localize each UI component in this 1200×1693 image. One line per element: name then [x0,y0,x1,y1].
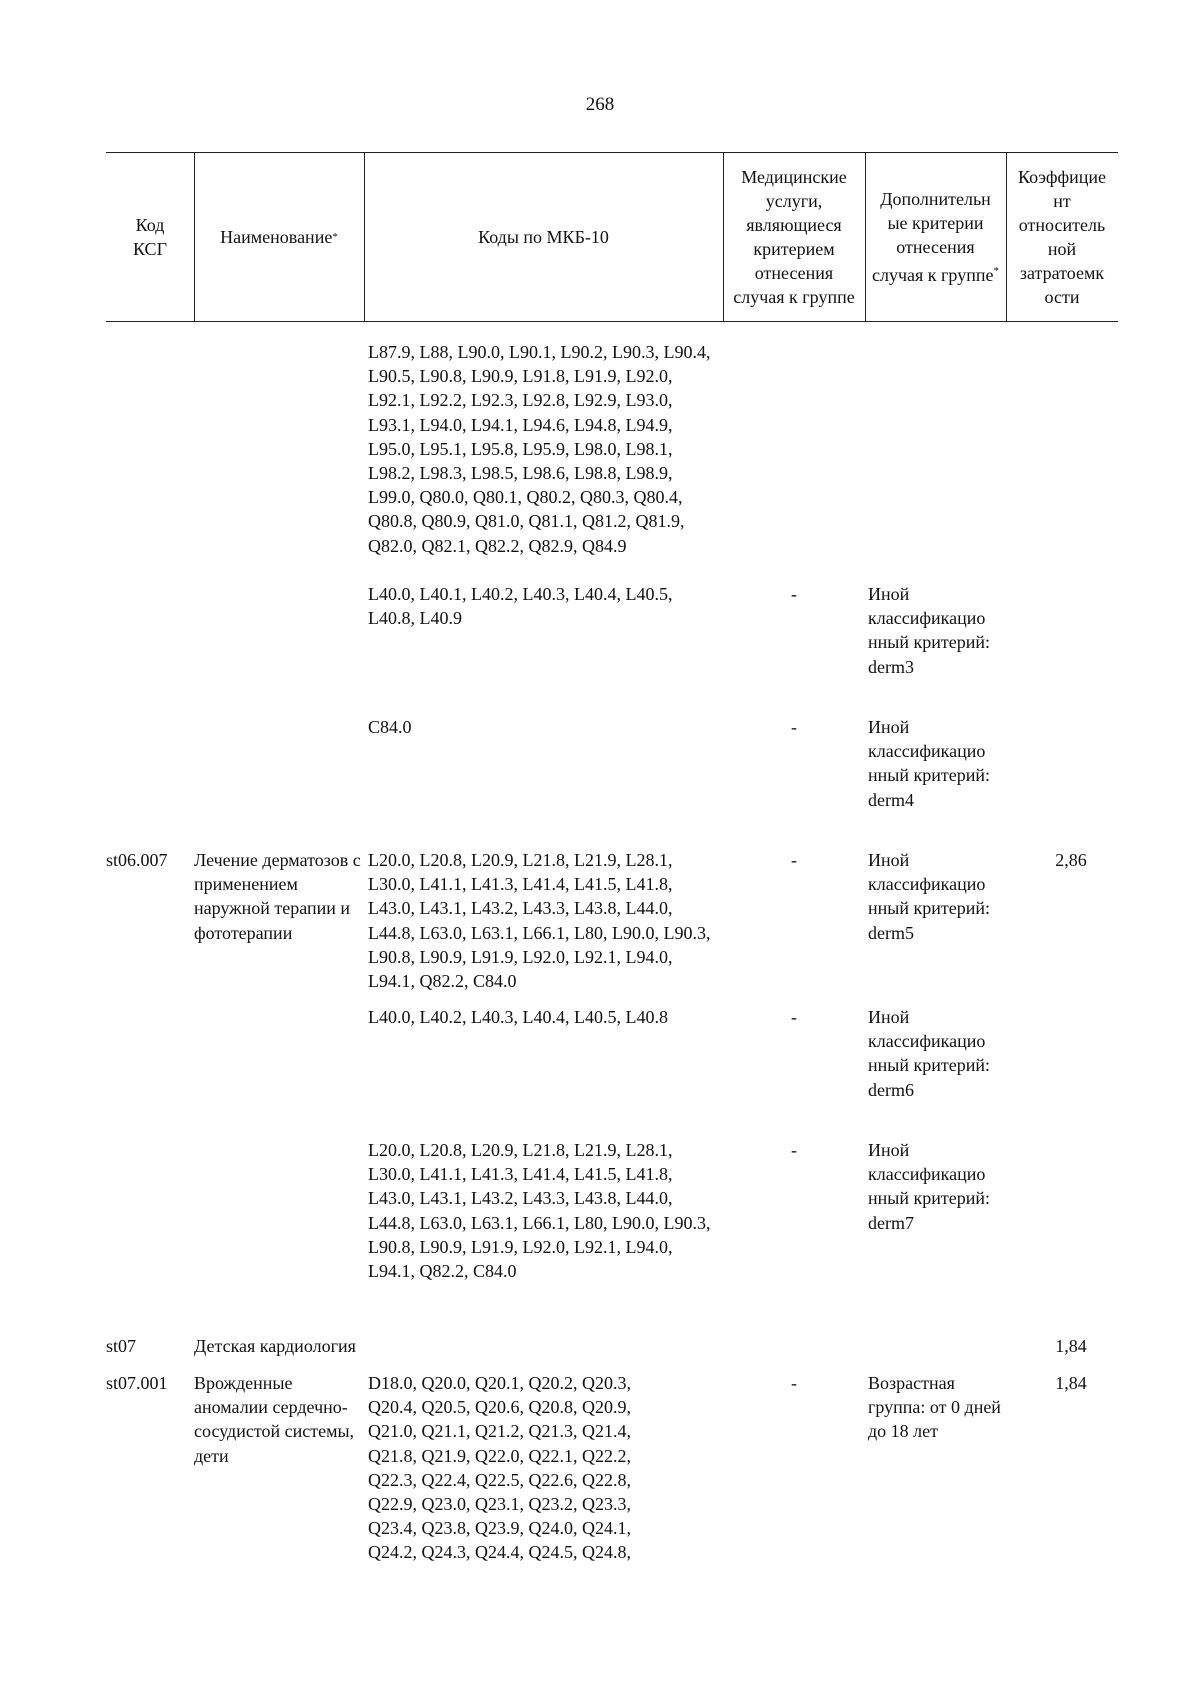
header-icd-text: Коды по МКБ-10 [478,226,609,247]
header-name-mark: * [332,230,338,243]
header-name-text: Наименование [220,226,333,247]
criteria-value: Иной классификацио нный критерий: derm3 [868,584,990,677]
header-coefficient-text: Коэффицие нт относитель ной затратоемк ости [1017,166,1107,307]
profile-name: Детская кардиология [194,1336,356,1356]
table-row [106,1005,1118,1138]
header-criteria-wrap [871,187,1000,287]
table-header-rule [106,321,1118,322]
icd-codes: C84.0 [368,717,412,737]
table-body [106,340,1118,1571]
criteria-value: Иной классификацио нный критерий: derm4 [868,717,990,810]
ksg-name: Врожденные аномалии сердечно-сосудистой системы, дети [194,1373,355,1466]
header-services [723,152,865,321]
coefficient-value: 2,86 [1055,850,1087,870]
icd-codes: D18.0, Q20.0, Q20.1, Q20.2, Q20.3, Q20.4, Q20.5, Q20.6, Q20.8, Q20.9, Q21.0, Q21.1, Q21.2, Q21.3, Q21.4, Q21.8, Q21.9, Q22.0, Q22.1, Q22.2, Q22.3, Q22.4, Q22.5, Q22.6, Q22.8, Q22.9, Q23.0, Q23.1, Q23.2, Q23.3, Q23.4, Q23.8, Q23.9, Q24.0, Q24.1, Q24.2, Q24.3, Q24.4, Q24.5, Q24.8, [368,1373,631,1563]
services-value: - [791,850,797,870]
header-criteria-text: Дополнительн ые критерии отнесения случая к группе [872,188,994,285]
table-row [106,340,1118,582]
table-row [106,848,1118,1005]
header-coefficient [1006,152,1118,321]
table-row [106,582,1118,715]
services-value: - [791,1140,797,1160]
table-row [106,715,1118,848]
services-value: - [791,717,797,737]
header-name [194,152,364,321]
icd-codes: L40.0, L40.2, L40.3, L40.4, L40.5, L40.8 [368,1007,668,1027]
coefficient-value: 1,84 [1055,1336,1087,1356]
ksg-code: st06.007 [106,850,168,870]
icd-codes: L20.0, L20.8, L20.9, L21.8, L21.9, L28.1, L30.0, L41.1, L41.3, L41.4, L41.5, L41.8, L43.0, L43.1, L43.2, L43.3, L43.8, L44.0, L44.8, L63.0, L63.1, L66.1, L80, L90.0, L90.3, L90.8, L90.9, L91.9, L92.0, L92.1, L94.0, L94.1, Q82.2, C84.0 [368,1140,711,1282]
header-code-text: Код КСГ [133,214,167,259]
table-header [106,152,1118,321]
criteria-value: Иной классификацио нный критерий: derm6 [868,1007,990,1100]
page-number: 268 [585,94,615,115]
criteria-value: Иной классификацио нный критерий: derm5 [868,850,990,943]
icd-codes: L87.9, L88, L90.0, L90.1, L90.2, L90.3, L90.4, L90.5, L90.8, L90.9, L91.8, L91.9, L92.0, L92.1, L92.2, L92.3, L92.8, L92.9, L93.0, L93.1, L94.0, L94.1, L94.6, L94.8, L94.9, L95.0, L95.1, L95.8, L95.9, L98.0, L98.1, L98.2, L98.3, L98.5, L98.6, L98.8, L98.9, L99.0, Q80.0, Q80.1, Q80.2, Q80.3, Q80.4, Q80.8, Q80.9, Q81.0, Q81.1, Q81.2, Q81.9, Q82.0, Q82.1, Q82.2, Q82.9, Q84.9 [368,342,711,556]
table-row [106,1371,1118,1571]
header-criteria [865,152,1006,321]
icd-codes: L20.0, L20.8, L20.9, L21.8, L21.9, L28.1, L30.0, L41.1, L41.3, L41.4, L41.5, L41.8, L43.0, L43.1, L43.2, L43.3, L43.8, L44.0, L44.8, L63.0, L63.1, L66.1, L80, L90.0, L90.3, L90.8, L90.9, L91.9, L92.0, L92.1, L94.0, L94.1, Q82.2, C84.0 [368,850,711,992]
ksg-name: Лечение дерматозов с применением наружной терапии и фототерапии [194,850,361,943]
coefficient-value: 1,84 [1055,1373,1087,1393]
icd-codes: L40.0, L40.1, L40.2, L40.3, L40.4, L40.5, L40.8, L40.9 [368,584,673,629]
header-criteria-mark: * [993,264,999,277]
services-value: - [791,584,797,604]
criteria-value: Возрастная группа: от 0 дней до 18 лет [868,1373,1001,1442]
criteria-value: Иной классификацио нный критерий: derm7 [868,1140,990,1233]
ksg-code: st07.001 [106,1373,168,1393]
table-row [106,1138,1118,1334]
services-value: - [791,1373,797,1393]
header-services-text: Медицинские услуги, являющиеся критерием отнесения случая к группе [733,166,855,307]
services-value: - [791,1007,797,1027]
header-code [106,152,194,321]
header-icd [364,152,723,321]
table-row [106,1334,1118,1371]
ksg-code: st07 [106,1336,137,1356]
